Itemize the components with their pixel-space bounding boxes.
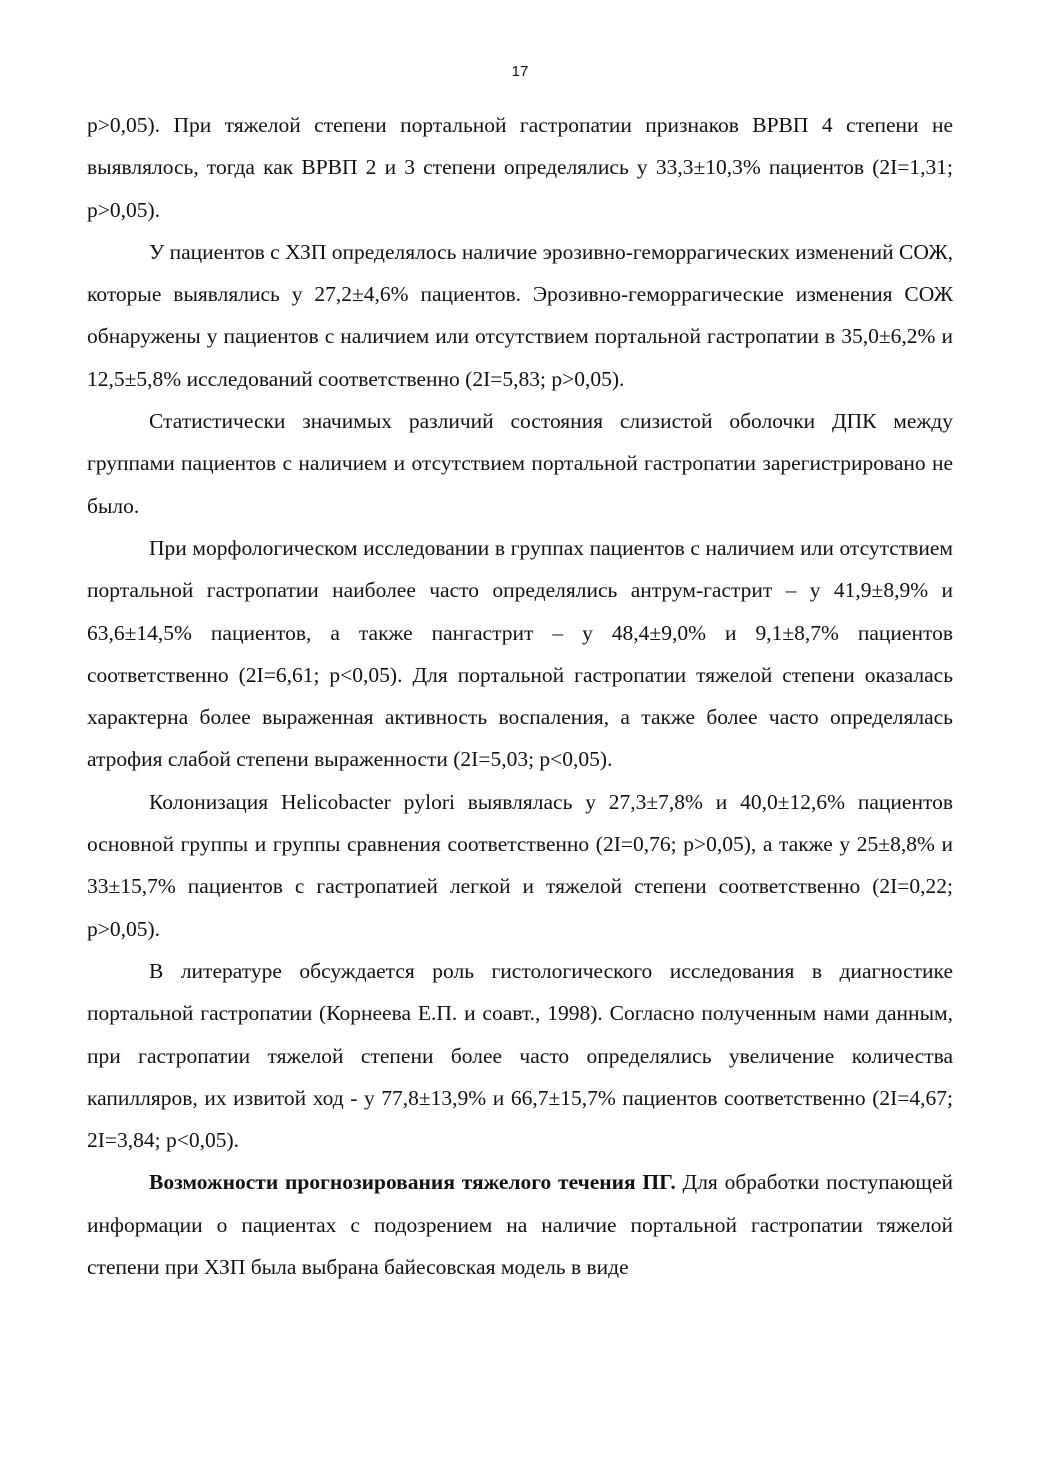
paragraph-duodenum: Статистически значимых различий состояния слизистой оболочки ДПК между группами пациентов с наличием и отсутствием портальной гастропатии зарегистрировано не было. [87,409,953,518]
paragraph-helicobacter: Колонизация Helicobacter pylori выявлялась у 27,3±7,8% и 40,0±12,6% пациентов основной группы и группы сравнения соответственно (2I=0,76; р>0,05), а также у 25±8,8% и 33±15,7% пациентов с гастропатией легкой и тяжелой степени соответственно (2I=0,22; р>0,05). [87,789,953,941]
paragraph-morphology: При морфологическом исследовании в группах пациентов с наличием или отсутствием портальной гастропатии наиболее часто определялись антрум-гастрит – у 41,9±8,9% и 63,6±14,5% пациентов, а также пангастрит – у 48,4±9,0% и 9,1±8,7% пациентов соответственно (2I=6,61; р<0,05). Для портальной гастропатии тяжелой степени оказалась характерна более выраженная активность воспаления, а также более часто определялась атрофия слабой степени выраженности (2I=5,03; р<0,05). [87,535,953,772]
paragraph-continuation: р>0,05). При тяжелой степени портальной гастропатии признаков ВРВП 4 степени не выявлялось, тогда как ВРВП 2 и 3 степени определялись у 33,3±10,3% пациентов (2I=1,31; р>0,05). [87,113,953,222]
page-number: 17 [511,63,529,80]
document-body [87,104,953,1288]
paragraph-histology: В литературе обсуждается роль гистологического исследования в диагностике портальной гастропатии (Корнеева Е.П. и соавт., 1998). Согласно полученным нами данным, при гастропатии тяжелой степени более часто определялись увеличение количества капилляров, их извитой ход - у 77,8±13,9% и 66,7±15,7% пациентов соответственно (2I=4,67; 2I=3,84; р<0,05). [87,958,953,1153]
paragraph-prognosis [87,1161,953,1288]
paragraph-prognosis-text: Для обработки поступающей информации о пациентах с подозрением на наличие портальной гастропатии тяжелой степени при ХЗП была выбрана байесовская модель в виде [87,1170,953,1280]
paragraph-erosive-changes: У пациентов с ХЗП определялось наличие эрозивно-геморрагических изменений СОЖ, которые выявлялись у 27,2±4,6% пациентов. Эрозивно-геморрагические изменения СОЖ обнаружены у пациентов с наличием или отсутствием портальной гастропатии в 35,0±6,2% и 12,5±5,8% исследований соответственно (2I=5,83; р>0,05). [87,239,953,391]
section-heading-inline: Возможности прогнозирования тяжелого течения ПГ. [149,1170,676,1195]
